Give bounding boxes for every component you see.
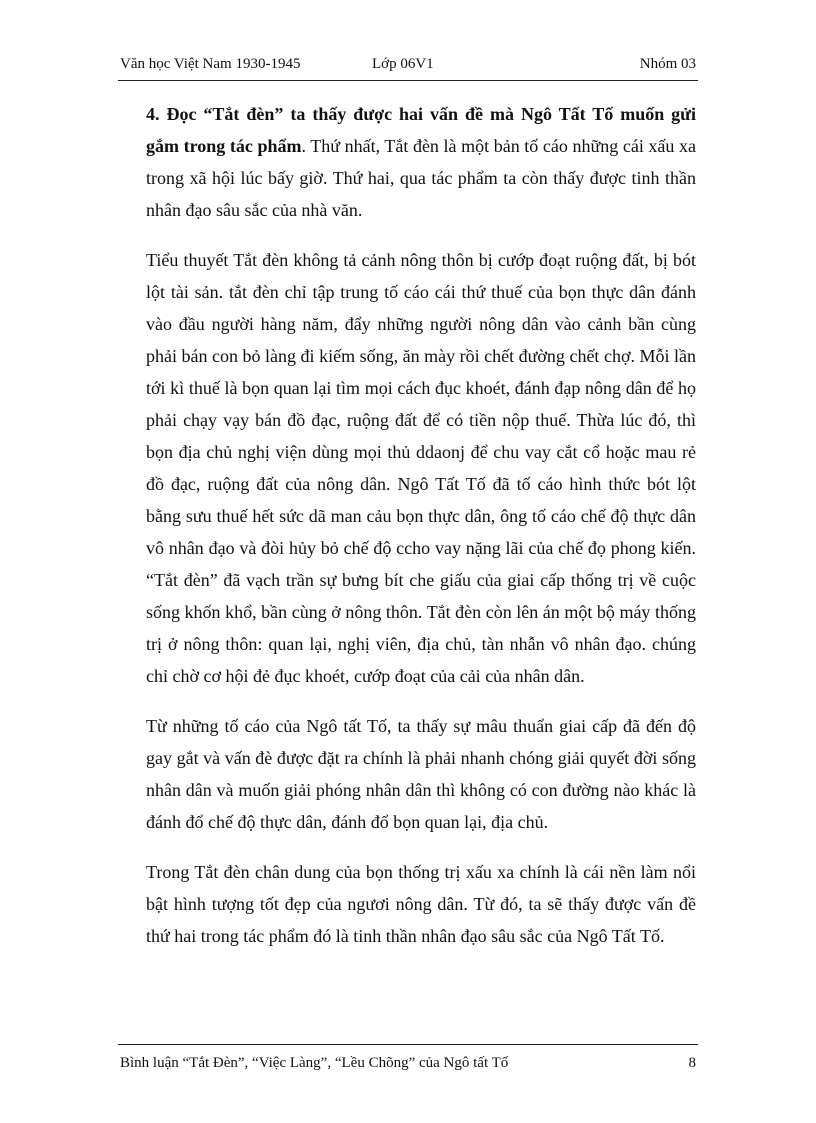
paragraph-3: Từ những tố cáo của Ngô tất Tố, ta thấy sự mâu thuẩn giai cấp đã đến độ gay gắt và vấn đè được đặt ra chính là phải nhanh chóng giải quyết đời sống nhân dân và muốn giải phóng nhân dân thì không có con đường nào khác là đánh đổ chế độ thực dân, đánh đổ bọn quan lại, địa chủ. bbox=[146, 716, 696, 832]
page-number: 8 bbox=[688, 1055, 696, 1071]
header-rule bbox=[118, 80, 698, 81]
header-class-name: Lớp 06V1 bbox=[372, 56, 434, 72]
paragraph-1-text: . Thứ nhất, Tắt đèn là một bản tố cáo những cái xấu xa trong xã hội lúc bấy giờ. Thứ hai, qua tác phẩm ta còn thấy được tinh thần nhân đạo sâu sắc của nhà văn. bbox=[146, 136, 696, 220]
paragraph-1-heading: 4. Đọc “Tắt đèn” ta thấy được hai vấn đề mà Ngô Tất Tố muốn gửi gắm trong tác phẩm bbox=[146, 104, 696, 156]
footer-document-title: Bình luận “Tắt Đèn”, “Việc Làng”, “Lều Chõng” của Ngô tất Tố bbox=[120, 1055, 509, 1071]
paragraph-4: Trong Tắt đèn chân dung của bọn thống trị xấu xa chính là cái nền làm nổi bật hình tượng tốt đẹp của ngươi nông dân. Từ đó, ta sẽ thấy được vấn đề thứ hai trong tác phẩm đó là tinh thần nhân đạo sâu sắc của Ngô Tất Tố. bbox=[146, 862, 696, 946]
page-header bbox=[120, 52, 696, 76]
header-course-title: Văn học Việt Nam 1930-1945 bbox=[120, 56, 301, 72]
document-body bbox=[146, 98, 696, 970]
page-footer bbox=[120, 1051, 696, 1075]
header-group-name: Nhóm 03 bbox=[639, 56, 696, 72]
paragraph-1 bbox=[146, 98, 696, 226]
paragraph-2: Tiểu thuyết Tắt đèn không tả cảnh nông thôn bị cướp đoạt ruộng đất, bị bót lột tài sản. tắt đèn chỉ tập trung tố cáo cái thứ thuế của bọn thực dân đánh vào đầu người hàng năm, đẩy những người nông dân vào cảnh bần cùng phải bán con bỏ làng đi kiếm sống, ăn mày rồi chết đường chết chợ. Mỗi lần tới kì thuế là bọn quan lại tìm mọi cách đục khoét, đánh đạp nông dân để họ phải chạy vạy bán đồ đạc, ruộng đất để có tiền nộp thuế. Thừa lúc đó, thì bọn địa chủ nghị viện dùng mọi thủ ddaonj để chu vay cắt cổ hoặc mau rẻ đồ đạc, ruộng đất của nông dân. Ngô Tất Tố đã tố cáo hình thức bót lột bằng sưu thuế hết sức dã man cảu bọn thực dân, ông tố cáo chế độ thực dân vô nhân đạo và đòi hủy bỏ chế độ ccho vay nặng lãi của chế đọ phong kiến. “Tắt đèn” đã vạch trần sự bưng bít che giấu của giai cấp thống trị về cuộc sống khốn khổ, bần cùng ở nông thôn. Tắt đèn còn lên án một bộ máy thống trị ở nông thôn: quan lại, nghị viên, địa chủ, tàn nhẫn vô nhân đạo. chúng chỉ chờ cơ hội đẻ đục khoét, cướp đoạt của cải của nhân dân. bbox=[146, 250, 696, 686]
footer-rule bbox=[118, 1044, 698, 1045]
